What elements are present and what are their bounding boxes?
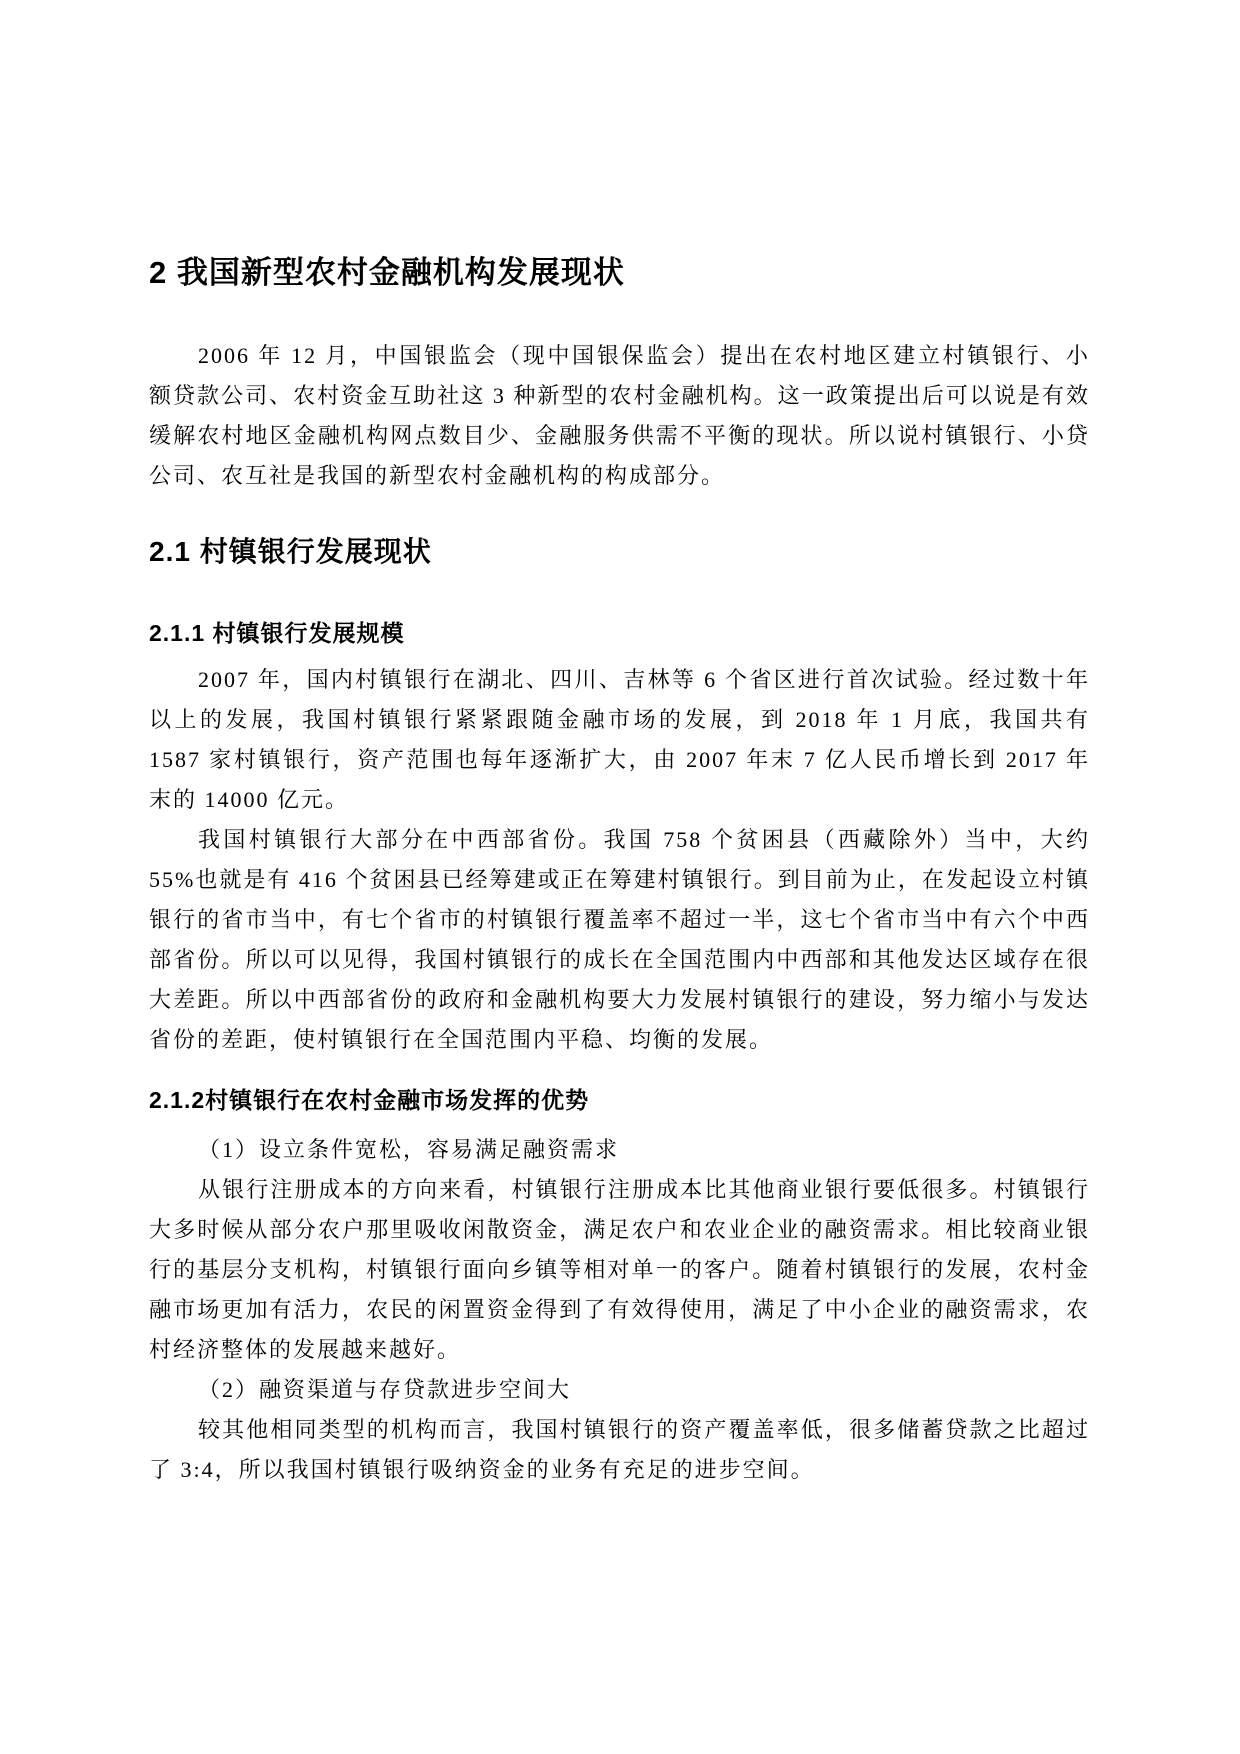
advantage-1-label: （1）设立条件宽松，容易满足融资需求 [198, 1137, 620, 1162]
section-2-1-heading: 2.1 村镇银行发展现状 [149, 536, 432, 567]
intro-paragraph: 2006 年 12 月，中国银监会（现中国银保监会）提出在农村地区建立村镇银行、小额贷款公司、农村资金互助社这 3 种新型的农村金融机构。这一政策提出后可以说是有效缓解农村地区金融机构网点数目少、金融服务供需不平衡的现状。所以说村镇银行、小贷公司、农互社是我国的新型农村金融机构的构成部分。 [149, 343, 1090, 488]
subsection-2-1-1-paragraph-1: 2007 年，国内村镇银行在湖北、四川、吉林等 6 个省区进行首次试验。经过数十年以上的发展，我国村镇银行紧紧跟随金融市场的发展，到 2018 年 1 月底，我国共有 1587 家村镇银行，资产范围也每年逐渐扩大，由 2007 年末 7 亿人民币增长到 2017 年末的 14000 亿元。 [149, 667, 1090, 812]
subsection-2-1-1-heading: 2.1.1 村镇银行发展规模 [149, 620, 405, 646]
advantage-2-paragraph: 较其他相同类型的机构而言，我国村镇银行的资产覆盖率低，很多储蓄贷款之比超过了 3:4，所以我国村镇银行吸纳资金的业务有充足的进步空间。 [149, 1417, 1090, 1482]
chapter-title: 2 我国新型农村金融机构发展现状 [149, 255, 625, 290]
advantage-2-label: （2）融资渠道与存贷款进步空间大 [198, 1377, 572, 1402]
subsection-2-1-2-heading: 2.1.2村镇银行在农村金融市场发挥的优势 [149, 1087, 590, 1113]
advantage-1-paragraph: 从银行注册成本的方向来看，村镇银行注册成本比其他商业银行要低很多。村镇银行大多时候从部分农户那里吸收闲散资金，满足农户和农业企业的融资需求。相比较商业银行的基层分支机构，村镇银行面向乡镇等相对单一的客户。随着村镇银行的发展，农村金融市场更加有活力，农民的闲置资金得到了有效得使用，满足了中小企业的融资需求，农村经济整体的发展越来越好。 [149, 1177, 1090, 1362]
subsection-2-1-1-paragraph-2: 我国村镇银行大部分在中西部省份。我国 758 个贫困县（西藏除外）当中，大约 55%也就是有 416 个贫困县已经筹建或正在筹建村镇银行。到目前为止，在发起设立村镇银行的省市当中，有七个省市的村镇银行覆盖率不超过一半，这七个省市当中有六个中西部省份。所以可以见得，我国村镇银行的成长在全国范围内中西部和其他发达区域存在很大差距。所以中西部省份的政府和金融机构要大力发展村镇银行的建设，努力缩小与发达省份的差距，使村镇银行在全国范围内平稳、均衡的发展。 [149, 827, 1090, 1052]
